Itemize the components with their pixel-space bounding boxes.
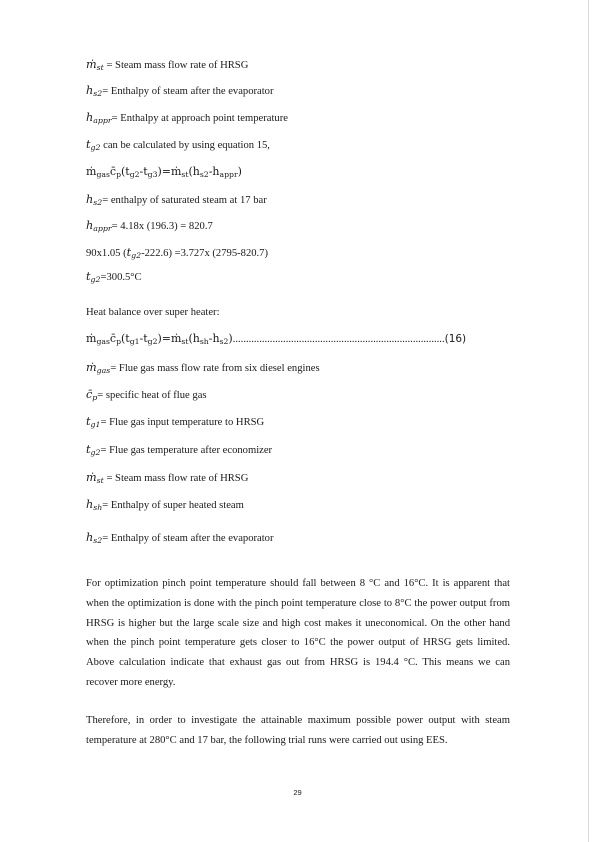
symbol-h-s2: $h_{s2}$ xyxy=(86,531,103,545)
step-result-t-g2 xyxy=(86,270,142,285)
definition-h-appr xyxy=(86,111,288,126)
paragraph-pinch-point: For optimization pinch point temperature should fall between 8 °C and 16°C. It is apparent that when the optimization is done with the pinch point temperature close to 8°C the power output from HRSG is higher but the large scale size and high cost makes it uneconomical. On the other hand when the pinch point temperature gets closer to 16°C the power output of HRSG gets limited. Above calculation indicate that exhaust gas out from HRSG is 194.4 °C. This means we can recover more energy. xyxy=(86,578,510,688)
symbol-t-g2: $t_{g2}$ xyxy=(86,138,101,152)
definition-text: can be calculated by using equation 15, xyxy=(100,140,270,151)
heat-balance-heading: Heat balance over super heater: xyxy=(86,307,220,318)
step-h-appr xyxy=(86,219,213,234)
step-text: = 4.18x (196.3) = 820.7 xyxy=(111,221,213,232)
result-text: =300.5°C xyxy=(100,272,142,283)
symbol-t-g2: $t_{g2}$ xyxy=(86,270,101,284)
symbol-t-g2: $t_{g2}$ xyxy=(86,443,101,457)
equation-16 xyxy=(86,332,466,347)
definition-cp xyxy=(86,388,207,403)
symbol-m-gas: ṁ$_{gas}$ xyxy=(86,361,111,375)
definition-m-st xyxy=(86,471,248,486)
symbol-h-s2: $h_{s2}$ xyxy=(86,84,103,98)
symbol-h-sh: $h_{sh}$ xyxy=(86,498,103,512)
definition-text: = Enthalpy at approach point temperature xyxy=(111,113,288,124)
equation-economizer-balance: $ṁ_{gas}c̄_p(t_{g2}-t_{g3})=ṁ_{st}(h_{s2}-h_{appr})$ xyxy=(86,165,242,179)
equation-16-leader: ................................................................................ xyxy=(232,334,445,345)
step-calculation xyxy=(86,246,268,261)
symbol-h-appr: $h_{appr}$ xyxy=(86,219,112,233)
symbol-h-appr: $h_{appr}$ xyxy=(86,111,112,125)
definition-text: = Flue gas mass flow rate from six diesel engines xyxy=(110,363,320,374)
definition-text: = Enthalpy of steam after the evaporator xyxy=(102,86,274,97)
definition-text: = Flue gas temperature after economizer xyxy=(100,445,273,456)
calc-suffix: -222.6) =3.727x (2795-820.7) xyxy=(141,248,269,259)
page-number: 29 xyxy=(293,788,302,797)
step-h-s2 xyxy=(86,193,267,208)
step-text: = enthalpy of saturated steam at 17 bar xyxy=(102,195,267,206)
definition-m-st xyxy=(86,58,248,73)
paragraph-trial-runs: Therefore, in order to investigate the attainable maximum possible power output with steam temperature at 280°C and 17 bar, the following trial runs were carried out using EES. xyxy=(86,715,510,746)
definition-text: = Enthalpy of steam after the evaporator xyxy=(102,533,274,544)
page-edge xyxy=(588,0,589,842)
definition-h-s2 xyxy=(86,84,274,99)
definition-m-gas xyxy=(86,361,320,376)
definition-text: = Steam mass flow rate of HRSG xyxy=(106,473,249,484)
definition-text: = Flue gas input temperature to HRSG xyxy=(100,417,265,428)
symbol-t-g2: $t_{g2}$ xyxy=(126,246,142,260)
equation-16-number: (16) xyxy=(444,333,467,345)
definition-t-g2 xyxy=(86,138,270,153)
equation-16-formula: $ṁ_{gas}c̄_p(t_{g1}-t_{g2})=ṁ_{st}(h_{sh}-h_{s2})$ xyxy=(86,332,233,346)
calc-prefix: 90x1.05 ( xyxy=(86,248,127,259)
symbol-t-g1: $t_{g1}$ xyxy=(86,415,101,429)
definition-t-g1 xyxy=(86,415,264,430)
definition-h-sh xyxy=(86,498,244,513)
symbol-m-st: ṁ$_{st}$ xyxy=(86,58,104,72)
definition-text: = Steam mass flow rate of HRSG xyxy=(106,60,249,71)
definition-h-s2 xyxy=(86,531,274,546)
symbol-cp: $c̄_p$ xyxy=(86,388,98,402)
definition-t-g2 xyxy=(86,443,272,458)
definition-text: = Enthalpy of super heated steam xyxy=(102,500,244,511)
definition-text: = specific heat of flue gas xyxy=(97,390,207,401)
symbol-h-s2: $h_{s2}$ xyxy=(86,193,103,207)
symbol-m-st: ṁ$_{st}$ xyxy=(86,471,104,485)
